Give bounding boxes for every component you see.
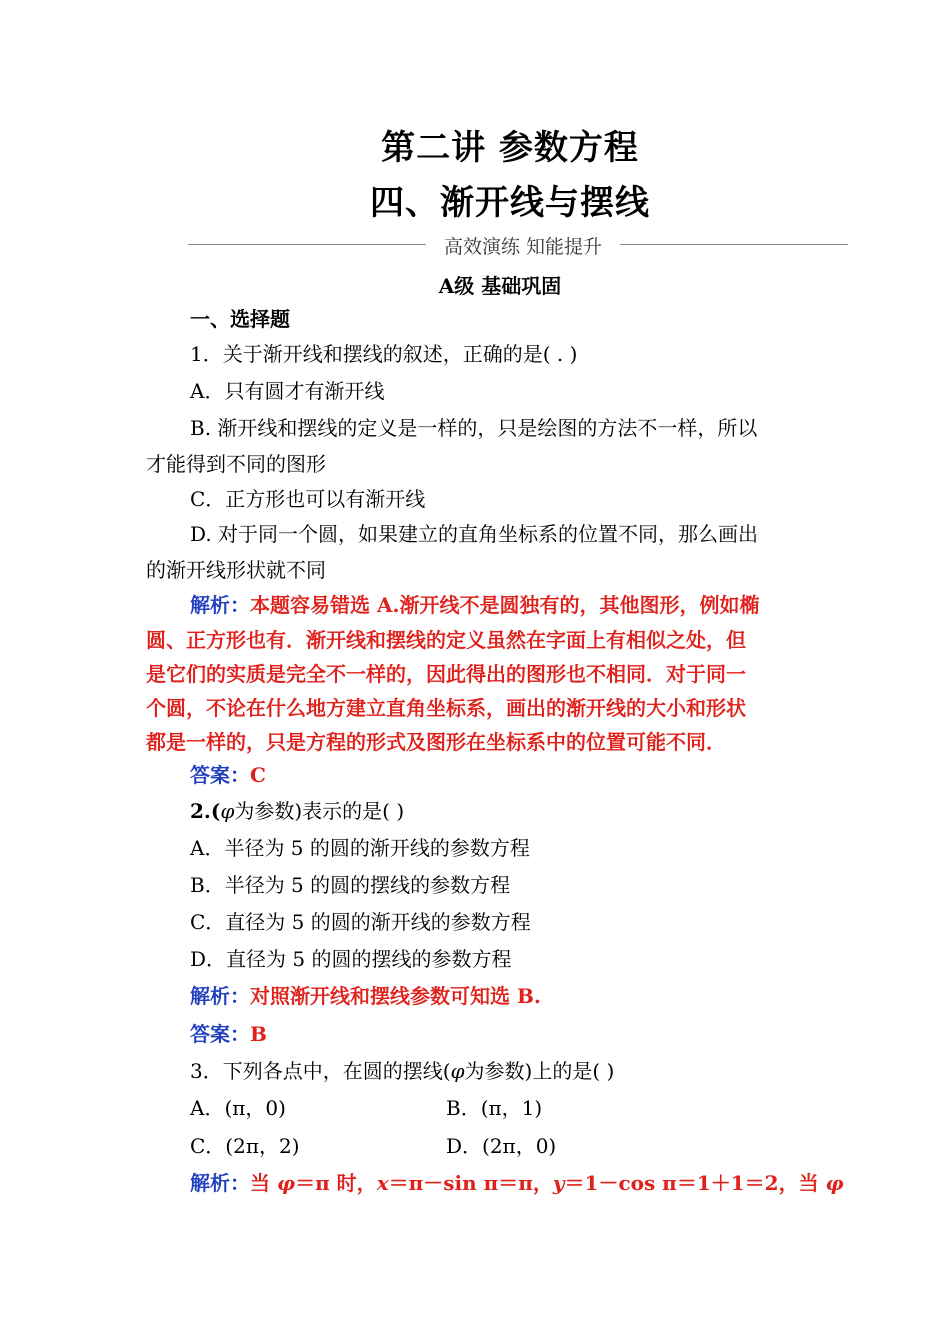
level-heading: A级 基础巩固 <box>438 274 562 298</box>
q2-option-d: D．直径为 5 的圆的摆线的参数方程 <box>190 947 512 971</box>
q3-option-d: D．(2π，0) <box>446 1134 557 1158</box>
q2-stem-prefix: 2.( <box>190 799 221 823</box>
q3-stem-suffix: 为参数)上的是( ) <box>464 1059 615 1083</box>
q2-option-c: C．直径为 5 的圆的渐开线的参数方程 <box>190 910 531 934</box>
q1-option-d-line2: 的渐开线形状就不同 <box>146 558 326 582</box>
q3-analysis-p1: 当 <box>250 1171 277 1195</box>
q3-stem <box>190 1058 614 1084</box>
q1-answer <box>190 762 266 788</box>
q3-analysis-x: x <box>376 1171 389 1195</box>
q2-stem <box>190 798 404 824</box>
banner-text: 高效演练 知能提升 <box>443 236 603 258</box>
question-type-heading: 一、选择题 <box>190 307 290 331</box>
q1-option-b-line2: 才能得到不同的图形 <box>146 452 326 476</box>
q2-answer-label: 答案： <box>190 1022 250 1046</box>
q1-analysis-line5: 都是一样的，只是方程的形式及图形在坐标系中的位置可能不同． <box>146 730 726 754</box>
q2-answer <box>190 1021 267 1047</box>
q3-stem-prefix: 3．下列各点中，在圆的摆线( <box>190 1059 451 1083</box>
q3-analysis-p3: ＝π－sin π＝π， <box>388 1171 553 1195</box>
q3-analysis <box>190 1170 844 1196</box>
q3-option-c: C．(2π，2) <box>190 1134 300 1158</box>
q2-analysis-text: 对照渐开线和摆线参数可知选 B. <box>250 984 541 1008</box>
q1-option-c: C．正方形也可以有渐开线 <box>190 487 426 511</box>
q2-stem-suffix: 为参数)表示的是( ) <box>234 799 405 823</box>
q3-option-a: A．(π，0) <box>190 1096 286 1120</box>
q3-analysis-y: y <box>552 1171 565 1195</box>
q1-answer-label: 答案： <box>190 763 250 787</box>
q2-analysis-label: 解析： <box>190 984 250 1008</box>
q3-analysis-label: 解析： <box>190 1171 250 1195</box>
q1-analysis-line3: 是它们的实质是完全不一样的，因此得出的图形也不相同．对于同一 <box>146 662 746 686</box>
q1-analysis-line1 <box>190 592 759 618</box>
q3-analysis-p4: ＝1－cos π＝1＋1＝2，当 <box>564 1171 826 1195</box>
section-title: 四、渐开线与摆线 <box>370 183 650 223</box>
q2-option-b: B．半径为 5 的圆的摆线的参数方程 <box>190 873 511 897</box>
divider-line-right <box>620 244 848 245</box>
q2-answer-value: B <box>250 1022 267 1046</box>
q1-analysis-text1: 本题容易错选 A.渐开线不是圆独有的，其他图形，例如椭 <box>250 593 760 617</box>
q3-analysis-phi-end: φ <box>825 1171 844 1195</box>
q3-analysis-phi: φ <box>276 1171 296 1195</box>
lecture-title: 第二讲 参数方程 <box>381 128 639 168</box>
divider-line-left <box>188 244 426 245</box>
q1-analysis-line2: 圆、正方形也有．渐开线和摆线的定义虽然在字面上有相似之处，但 <box>146 628 746 652</box>
q1-option-a: A．只有圆才有渐开线 <box>190 379 385 403</box>
q1-answer-value: C <box>250 763 266 787</box>
q2-option-a: A．半径为 5 的圆的渐开线的参数方程 <box>190 836 530 860</box>
q2-analysis <box>190 983 541 1009</box>
q3-phi: φ <box>450 1059 465 1083</box>
q1-option-d-line1: D. 对于同一个圆，如果建立的直角坐标系的位置不同，那么画出 <box>190 522 759 546</box>
q3-option-b: B．(π，1) <box>446 1096 543 1120</box>
q1-stem: 1．关于渐开线和摆线的叙述，正确的是( . ) <box>190 342 578 366</box>
q1-analysis-label: 解析： <box>190 593 250 617</box>
q2-phi: φ <box>220 799 235 823</box>
q3-analysis-p2: ＝π 时， <box>295 1171 377 1195</box>
banner-divider <box>188 232 848 258</box>
q1-analysis-line4: 个圆，不论在什么地方建立直角坐标系，画出的渐开线的大小和形状 <box>146 696 746 720</box>
q1-option-b-line1: B. 渐开线和摆线的定义是一样的，只是绘图的方法不一样，所以 <box>190 416 758 440</box>
